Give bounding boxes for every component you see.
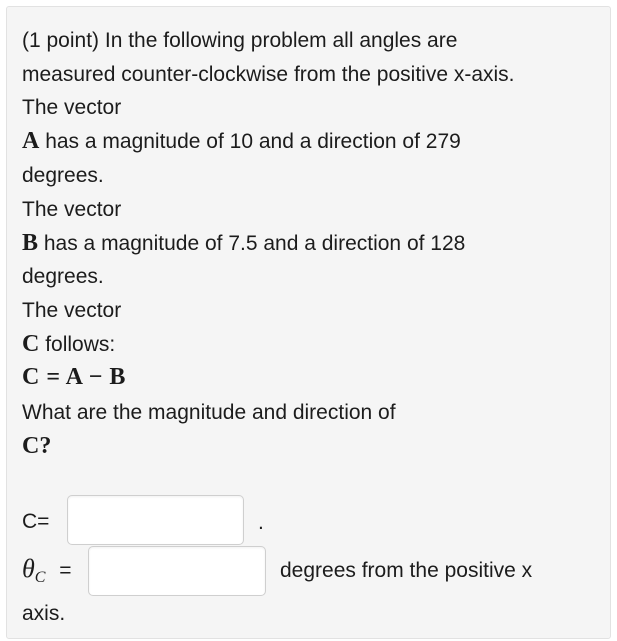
theta-c-label: [22, 556, 72, 586]
vector-b-continuation: degrees.: [22, 265, 104, 288]
vector-c-intro: The vector: [22, 299, 122, 322]
vector-b-intro: The vector: [22, 198, 122, 221]
vector-equation: C = A − B: [22, 364, 126, 390]
vector-a-description: [22, 128, 461, 155]
c-magnitude-label: C=: [22, 510, 50, 533]
theta-equals: =: [59, 559, 72, 582]
question-symbol-line: [22, 433, 51, 460]
question-text: What are the magnitude and direction of: [22, 401, 396, 424]
theta-subscript: C: [34, 569, 46, 586]
theta-suffix-continuation: axis.: [22, 602, 66, 625]
theta-c-input[interactable]: [88, 546, 266, 596]
vector-a-symbol: A: [22, 128, 40, 154]
vector-a-text: has a magnitude of 10 and a direction of 279: [45, 130, 461, 153]
vector-b-symbol: B: [22, 230, 39, 256]
problem-line-1: (1 point) In the following problem all angles are: [22, 29, 458, 52]
vector-c-description: [22, 331, 115, 358]
vector-c-text: follows:: [45, 333, 116, 356]
vector-b-text: has a magnitude of 7.5 and a direction of 128: [43, 232, 466, 255]
vector-b-description: [22, 230, 465, 257]
c-magnitude-suffix: .: [258, 511, 264, 534]
vector-a-intro: The vector: [22, 96, 122, 119]
vector-c-symbol: C: [22, 331, 40, 357]
c-magnitude-input[interactable]: [67, 495, 244, 545]
theta-suffix: degrees from the positive x: [280, 559, 533, 582]
problem-line-2: measured counter-clockwise from the positive x-axis.: [22, 63, 515, 86]
question-symbol: C?: [22, 433, 52, 459]
theta-symbol: θ: [22, 554, 35, 583]
vector-a-continuation: degrees.: [22, 164, 104, 187]
